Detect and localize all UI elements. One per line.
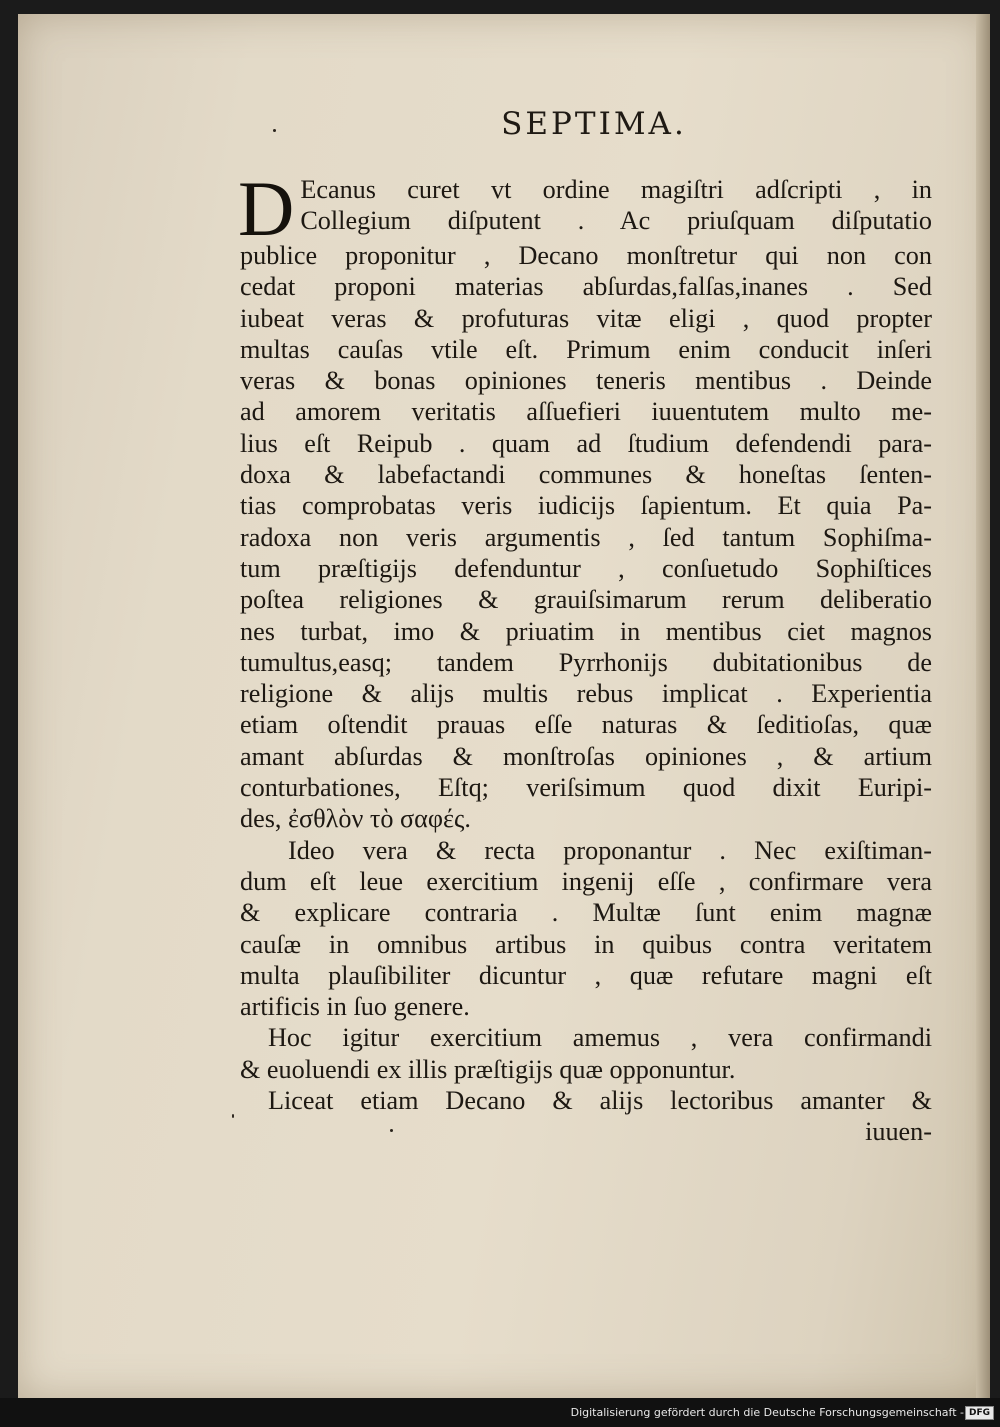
book-page (18, 14, 990, 1398)
text-line: tum præſtigijs defenduntur , conſuetudo Sophiſtices (240, 553, 932, 583)
text-line: Collegium diſputent . Ac priuſquam diſputatio (300, 206, 932, 236)
text-line: conturbationes, Eſtq; veriſsimum quod dixit Euripi- (240, 773, 932, 803)
text-line: des, ἐσθλὸν τὸ σαφές. (240, 804, 471, 834)
body-text (238, 165, 932, 1148)
text-line: publice proponitur , Decano monſtretur qui non con (240, 241, 932, 270)
page-edge (976, 14, 990, 1398)
text-line: artificis in ſuo genere. (240, 992, 470, 1022)
text-line: Hoc igitur exercitium amemus , vera confirmandi (268, 1023, 932, 1053)
text-line: radoxa non veris argumentis , ſed tantum Sophiſma- (240, 522, 932, 552)
text-line: & euoluendi ex illis præſtigijs quæ opponuntur. (240, 1054, 736, 1084)
text-line: Ecanus curet vt ordine magiſtri adſcripti , in (300, 175, 932, 204)
text-line: nes turbat, imo & priuatim in mentibus ciet magnos (240, 616, 932, 646)
footer-credit: Digitalisierung gefördert durch die Deutsche Forschungsgemeinschaft - (570, 1406, 964, 1419)
text-line: cauſæ in omnibus artibus in quibus contra veritatem (240, 929, 932, 959)
catchword: iuuen- (865, 1117, 932, 1147)
ink-speck (232, 1114, 234, 1118)
text-line: Liceat etiam Decano & alijs lectoribus amanter & (268, 1086, 932, 1116)
text-line: iubeat veras & profuturas vitæ eligi , quod propter (240, 303, 932, 333)
text-line: etiam oſtendit prauas eſſe naturas & ſeditioſas, quæ (240, 710, 932, 740)
text-line: amant abſurdas & monſtroſas opiniones , & artium (240, 741, 932, 771)
page-heading: SEPTIMA. (501, 106, 687, 142)
footer-bar (0, 1398, 1000, 1427)
text-line: tias comprobatas veris iudicijs ſapientum. Et quia Pa- (240, 491, 932, 521)
text-line: veras & bonas opiniones teneris mentibus . Deinde (240, 366, 932, 396)
text-line: poſtea religiones & grauiſsimarum rerum deliberatio (240, 585, 932, 615)
text-line: Ideo vera & recta proponantur . Nec exiſtiman- (288, 835, 932, 865)
dfg-logo: DFG (965, 1406, 994, 1420)
drop-initial: D (238, 165, 295, 252)
text-line: ad amorem veritatis aſſuefieri iuuentutem multo me- (240, 397, 932, 427)
text-line: & explicare contraria . Multæ ſunt enim magnæ (240, 898, 932, 928)
text-line: religione & alijs multis rebus implicat . Experientia (240, 679, 932, 709)
text-line: multas cauſas vtile eſt. Primum enim conducit inſeri (240, 334, 932, 364)
text-line: tumultus,easq; tandem Pyrrhonijs dubitationibus de (240, 647, 932, 677)
text-line: doxa & labefactandi communes & honeſtas ſenten- (240, 460, 932, 490)
text-line: multa plauſibiliter dicuntur , quæ refutare magni eſt (240, 960, 932, 990)
text-line: dum eſt leue exercitium ingenij eſſe , confirmare vera (240, 866, 932, 896)
text-line: lius eſt Reipub . quam ad ſtudium defendendi para- (240, 428, 932, 458)
text-line: cedat proponi materias abſurdas,falſas,inanes . Sed (240, 272, 932, 302)
